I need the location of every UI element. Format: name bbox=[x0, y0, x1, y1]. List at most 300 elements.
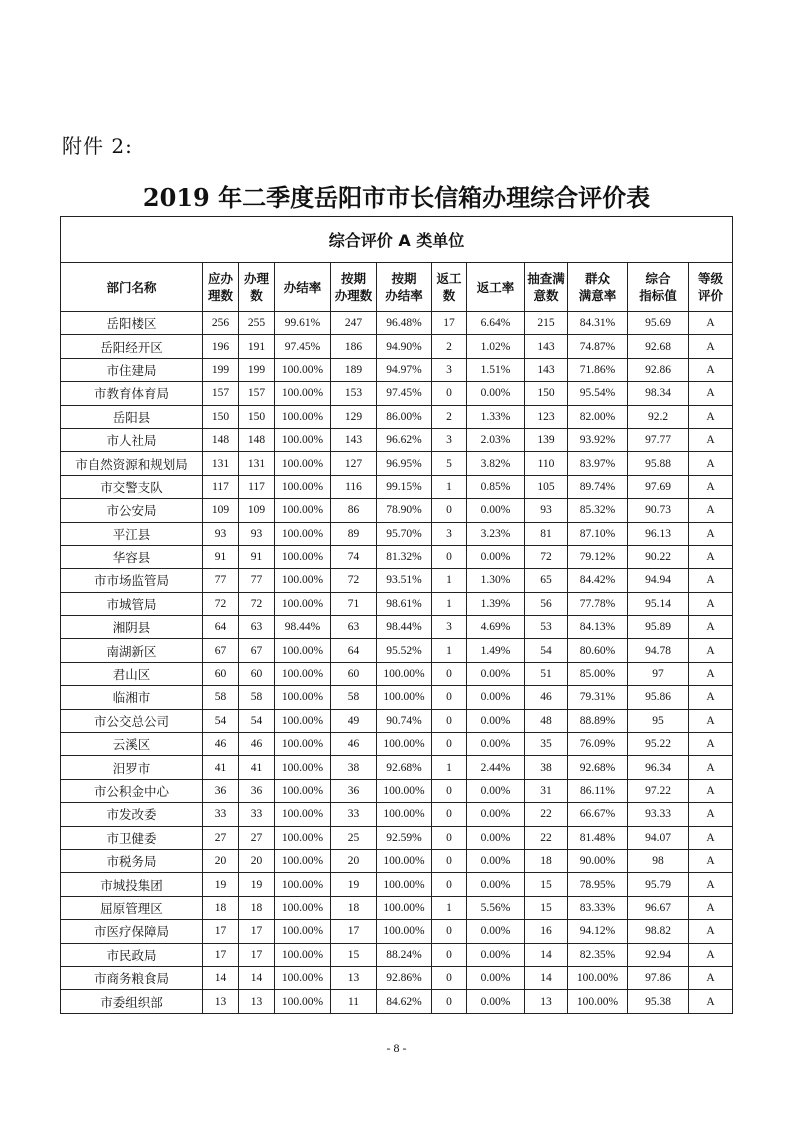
cell-ontime-rate: 100.00% bbox=[377, 849, 432, 872]
cell-grade: A bbox=[689, 756, 733, 779]
cell-due: 36 bbox=[203, 779, 239, 802]
cell-composite-index: 95.79 bbox=[628, 873, 689, 896]
cell-ontime-handled: 189 bbox=[331, 358, 377, 381]
cell-ontime-handled: 153 bbox=[331, 382, 377, 405]
cell-ontime-rate: 97.45% bbox=[377, 382, 432, 405]
cell-completion-rate: 100.00% bbox=[275, 943, 331, 966]
cell-satisfaction-rate: 86.11% bbox=[568, 779, 628, 802]
cell-rework-count: 2 bbox=[432, 405, 467, 428]
cell-sampled-satisfied: 14 bbox=[525, 943, 568, 966]
cell-composite-index: 94.94 bbox=[628, 569, 689, 592]
header-col-due bbox=[203, 263, 239, 312]
cell-ontime-rate: 96.95% bbox=[377, 452, 432, 475]
cell-rework-count: 1 bbox=[432, 756, 467, 779]
cell-handled: 72 bbox=[239, 592, 275, 615]
cell-grade: A bbox=[689, 358, 733, 381]
cell-department: 岳阳楼区 bbox=[61, 312, 203, 335]
header-col-handled bbox=[239, 263, 275, 312]
cell-ontime-rate: 88.24% bbox=[377, 943, 432, 966]
cell-due: 17 bbox=[203, 920, 239, 943]
cell-ontime-handled: 46 bbox=[331, 733, 377, 756]
cell-rework-rate: 0.00% bbox=[467, 990, 525, 1013]
cell-completion-rate: 100.00% bbox=[275, 873, 331, 896]
cell-completion-rate: 97.45% bbox=[275, 335, 331, 358]
table-row bbox=[61, 358, 733, 381]
cell-satisfaction-rate: 92.68% bbox=[568, 756, 628, 779]
cell-completion-rate: 100.00% bbox=[275, 522, 331, 545]
cell-composite-index: 97.69 bbox=[628, 475, 689, 498]
cell-completion-rate: 100.00% bbox=[275, 358, 331, 381]
cell-handled: 19 bbox=[239, 873, 275, 896]
cell-rework-count: 1 bbox=[432, 475, 467, 498]
cell-composite-index: 97.86 bbox=[628, 966, 689, 989]
cell-sampled-satisfied: 46 bbox=[525, 686, 568, 709]
cell-department: 市卫健委 bbox=[61, 826, 203, 849]
cell-satisfaction-rate: 85.32% bbox=[568, 499, 628, 522]
cell-handled: 117 bbox=[239, 475, 275, 498]
cell-completion-rate: 100.00% bbox=[275, 826, 331, 849]
cell-due: 54 bbox=[203, 709, 239, 732]
cell-department: 市公积金中心 bbox=[61, 779, 203, 802]
cell-rework-rate: 0.00% bbox=[467, 382, 525, 405]
cell-due: 77 bbox=[203, 569, 239, 592]
header-line2: 办理数 bbox=[334, 288, 373, 303]
cell-grade: A bbox=[689, 522, 733, 545]
cell-ontime-handled: 116 bbox=[331, 475, 377, 498]
cell-rework-count: 0 bbox=[432, 779, 467, 802]
cell-ontime-handled: 71 bbox=[331, 592, 377, 615]
cell-sampled-satisfied: 15 bbox=[525, 873, 568, 896]
cell-rework-count: 0 bbox=[432, 966, 467, 989]
cell-grade: A bbox=[689, 733, 733, 756]
header-line2: 意数 bbox=[533, 288, 559, 303]
cell-ontime-handled: 63 bbox=[331, 616, 377, 639]
cell-department: 汨罗市 bbox=[61, 756, 203, 779]
cell-ontime-handled: 129 bbox=[331, 405, 377, 428]
cell-satisfaction-rate: 66.67% bbox=[568, 803, 628, 826]
cell-completion-rate: 100.00% bbox=[275, 849, 331, 872]
cell-department: 市城管局 bbox=[61, 592, 203, 615]
cell-ontime-handled: 186 bbox=[331, 335, 377, 358]
cell-ontime-handled: 19 bbox=[331, 873, 377, 896]
cell-rework-rate: 2.03% bbox=[467, 428, 525, 451]
cell-completion-rate: 100.00% bbox=[275, 499, 331, 522]
cell-ontime-handled: 17 bbox=[331, 920, 377, 943]
page-number: - 8 - bbox=[386, 1041, 407, 1055]
cell-rework-rate: 0.00% bbox=[467, 686, 525, 709]
cell-sampled-satisfied: 16 bbox=[525, 920, 568, 943]
cell-completion-rate: 100.00% bbox=[275, 990, 331, 1013]
header-col-satisfaction-rate bbox=[568, 263, 628, 312]
cell-handled: 109 bbox=[239, 499, 275, 522]
cell-ontime-handled: 36 bbox=[331, 779, 377, 802]
cell-department: 南湖新区 bbox=[61, 639, 203, 662]
header-line1: 返工 bbox=[436, 271, 462, 286]
cell-due: 256 bbox=[203, 312, 239, 335]
cell-composite-index: 96.34 bbox=[628, 756, 689, 779]
cell-ontime-rate: 100.00% bbox=[377, 803, 432, 826]
cell-satisfaction-rate: 74.87% bbox=[568, 335, 628, 358]
cell-ontime-handled: 74 bbox=[331, 545, 377, 568]
cell-ontime-rate: 100.00% bbox=[377, 662, 432, 685]
cell-rework-rate: 6.64% bbox=[467, 312, 525, 335]
cell-composite-index: 95.38 bbox=[628, 990, 689, 1013]
cell-rework-count: 0 bbox=[432, 545, 467, 568]
cell-department: 市医疗保障局 bbox=[61, 920, 203, 943]
cell-handled: 148 bbox=[239, 428, 275, 451]
table-row bbox=[61, 966, 733, 989]
cell-due: 18 bbox=[203, 896, 239, 919]
cell-due: 109 bbox=[203, 499, 239, 522]
cell-department: 市人社局 bbox=[61, 428, 203, 451]
cell-satisfaction-rate: 76.09% bbox=[568, 733, 628, 756]
cell-ontime-rate: 98.61% bbox=[377, 592, 432, 615]
cell-due: 196 bbox=[203, 335, 239, 358]
cell-grade: A bbox=[689, 943, 733, 966]
cell-handled: 36 bbox=[239, 779, 275, 802]
cell-department: 市公交总公司 bbox=[61, 709, 203, 732]
cell-rework-count: 0 bbox=[432, 990, 467, 1013]
cell-completion-rate: 100.00% bbox=[275, 803, 331, 826]
cell-handled: 14 bbox=[239, 966, 275, 989]
cell-sampled-satisfied: 72 bbox=[525, 545, 568, 568]
cell-rework-rate: 0.00% bbox=[467, 803, 525, 826]
cell-ontime-rate: 81.32% bbox=[377, 545, 432, 568]
cell-due: 199 bbox=[203, 358, 239, 381]
cell-sampled-satisfied: 53 bbox=[525, 616, 568, 639]
cell-sampled-satisfied: 15 bbox=[525, 896, 568, 919]
cell-department: 市城投集团 bbox=[61, 873, 203, 896]
cell-handled: 17 bbox=[239, 943, 275, 966]
cell-handled: 63 bbox=[239, 616, 275, 639]
cell-handled: 157 bbox=[239, 382, 275, 405]
header-line1: 办理 bbox=[243, 271, 269, 286]
cell-completion-rate: 100.00% bbox=[275, 686, 331, 709]
cell-rework-count: 0 bbox=[432, 499, 467, 522]
cell-composite-index: 94.07 bbox=[628, 826, 689, 849]
table-row bbox=[61, 522, 733, 545]
cell-due: 67 bbox=[203, 639, 239, 662]
cell-composite-index: 92.94 bbox=[628, 943, 689, 966]
cell-handled: 27 bbox=[239, 826, 275, 849]
header-line1: 部门名称 bbox=[106, 279, 157, 295]
cell-satisfaction-rate: 79.31% bbox=[568, 686, 628, 709]
cell-sampled-satisfied: 48 bbox=[525, 709, 568, 732]
cell-rework-count: 17 bbox=[432, 312, 467, 335]
cell-department: 市委组织部 bbox=[61, 990, 203, 1013]
cell-sampled-satisfied: 110 bbox=[525, 452, 568, 475]
cell-rework-count: 0 bbox=[432, 826, 467, 849]
cell-ontime-rate: 100.00% bbox=[377, 896, 432, 919]
cell-completion-rate: 100.00% bbox=[275, 428, 331, 451]
cell-ontime-rate: 90.74% bbox=[377, 709, 432, 732]
cell-rework-count: 0 bbox=[432, 733, 467, 756]
cell-due: 41 bbox=[203, 756, 239, 779]
cell-composite-index: 90.73 bbox=[628, 499, 689, 522]
cell-due: 13 bbox=[203, 990, 239, 1013]
cell-due: 148 bbox=[203, 428, 239, 451]
cell-sampled-satisfied: 22 bbox=[525, 826, 568, 849]
cell-due: 150 bbox=[203, 405, 239, 428]
cell-due: 131 bbox=[203, 452, 239, 475]
table-row bbox=[61, 405, 733, 428]
cell-due: 117 bbox=[203, 475, 239, 498]
cell-composite-index: 98.34 bbox=[628, 382, 689, 405]
cell-composite-index: 97 bbox=[628, 662, 689, 685]
header-line1: 按期 bbox=[391, 271, 417, 286]
cell-composite-index: 92.2 bbox=[628, 405, 689, 428]
cell-sampled-satisfied: 13 bbox=[525, 990, 568, 1013]
table-row bbox=[61, 312, 733, 335]
cell-composite-index: 93.33 bbox=[628, 803, 689, 826]
cell-department: 市自然资源和规划局 bbox=[61, 452, 203, 475]
cell-due: 64 bbox=[203, 616, 239, 639]
cell-satisfaction-rate: 100.00% bbox=[568, 966, 628, 989]
cell-handled: 13 bbox=[239, 990, 275, 1013]
cell-completion-rate: 98.44% bbox=[275, 616, 331, 639]
cell-due: 20 bbox=[203, 849, 239, 872]
cell-completion-rate: 100.00% bbox=[275, 756, 331, 779]
cell-grade: A bbox=[689, 966, 733, 989]
cell-sampled-satisfied: 143 bbox=[525, 358, 568, 381]
cell-grade: A bbox=[689, 499, 733, 522]
cell-composite-index: 95 bbox=[628, 709, 689, 732]
cell-composite-index: 95.86 bbox=[628, 686, 689, 709]
cell-composite-index: 95.22 bbox=[628, 733, 689, 756]
cell-ontime-rate: 92.86% bbox=[377, 966, 432, 989]
cell-ontime-rate: 94.90% bbox=[377, 335, 432, 358]
header-col-ontime-rate bbox=[377, 263, 432, 312]
cell-rework-count: 1 bbox=[432, 592, 467, 615]
table-row bbox=[61, 803, 733, 826]
cell-rework-count: 0 bbox=[432, 873, 467, 896]
table-row bbox=[61, 779, 733, 802]
header-line2: 办结率 bbox=[385, 288, 423, 303]
cell-handled: 60 bbox=[239, 662, 275, 685]
table-row bbox=[61, 569, 733, 592]
cell-department: 市住建局 bbox=[61, 358, 203, 381]
cell-department: 市交警支队 bbox=[61, 475, 203, 498]
cell-handled: 46 bbox=[239, 733, 275, 756]
header-col-sampled-satisfied bbox=[525, 263, 568, 312]
cell-grade: A bbox=[689, 896, 733, 919]
cell-ontime-rate: 78.90% bbox=[377, 499, 432, 522]
cell-satisfaction-rate: 78.95% bbox=[568, 873, 628, 896]
cell-ontime-rate: 84.62% bbox=[377, 990, 432, 1013]
cell-grade: A bbox=[689, 569, 733, 592]
cell-handled: 58 bbox=[239, 686, 275, 709]
cell-rework-rate: 5.56% bbox=[467, 896, 525, 919]
cell-rework-count: 1 bbox=[432, 639, 467, 662]
cell-grade: A bbox=[689, 849, 733, 872]
document-title: 2019 年二季度岳阳市市长信箱办理综合评价表 bbox=[142, 183, 651, 212]
cell-ontime-rate: 93.51% bbox=[377, 569, 432, 592]
header-line1: 应办 bbox=[207, 271, 233, 286]
section-title: 综合评价 A 类单位 bbox=[61, 217, 733, 263]
cell-composite-index: 97.22 bbox=[628, 779, 689, 802]
cell-ontime-handled: 72 bbox=[331, 569, 377, 592]
cell-handled: 191 bbox=[239, 335, 275, 358]
cell-department: 平江县 bbox=[61, 522, 203, 545]
cell-rework-count: 3 bbox=[432, 428, 467, 451]
cell-rework-count: 0 bbox=[432, 803, 467, 826]
cell-rework-rate: 0.00% bbox=[467, 545, 525, 568]
cell-due: 19 bbox=[203, 873, 239, 896]
table-row bbox=[61, 452, 733, 475]
table-row bbox=[61, 826, 733, 849]
header-col-completion-rate bbox=[275, 263, 331, 312]
table-row bbox=[61, 499, 733, 522]
cell-composite-index: 96.67 bbox=[628, 896, 689, 919]
cell-sampled-satisfied: 51 bbox=[525, 662, 568, 685]
cell-rework-rate: 0.00% bbox=[467, 966, 525, 989]
cell-handled: 77 bbox=[239, 569, 275, 592]
cell-completion-rate: 100.00% bbox=[275, 733, 331, 756]
cell-rework-rate: 1.30% bbox=[467, 569, 525, 592]
cell-composite-index: 98 bbox=[628, 849, 689, 872]
cell-ontime-handled: 49 bbox=[331, 709, 377, 732]
header-col-composite-index bbox=[628, 263, 689, 312]
cell-satisfaction-rate: 100.00% bbox=[568, 990, 628, 1013]
cell-satisfaction-rate: 71.86% bbox=[568, 358, 628, 381]
table-row bbox=[61, 756, 733, 779]
cell-due: 93 bbox=[203, 522, 239, 545]
cell-grade: A bbox=[689, 779, 733, 802]
cell-sampled-satisfied: 143 bbox=[525, 335, 568, 358]
cell-rework-rate: 0.00% bbox=[467, 709, 525, 732]
table-row bbox=[61, 639, 733, 662]
cell-handled: 131 bbox=[239, 452, 275, 475]
cell-satisfaction-rate: 88.89% bbox=[568, 709, 628, 732]
cell-composite-index: 95.14 bbox=[628, 592, 689, 615]
cell-ontime-handled: 13 bbox=[331, 966, 377, 989]
cell-sampled-satisfied: 139 bbox=[525, 428, 568, 451]
cell-handled: 18 bbox=[239, 896, 275, 919]
cell-handled: 20 bbox=[239, 849, 275, 872]
cell-completion-rate: 100.00% bbox=[275, 896, 331, 919]
cell-ontime-handled: 11 bbox=[331, 990, 377, 1013]
header-col-ontime-handled bbox=[331, 263, 377, 312]
cell-completion-rate: 100.00% bbox=[275, 592, 331, 615]
header-line1: 按期 bbox=[340, 271, 366, 286]
table-row bbox=[61, 616, 733, 639]
table-row bbox=[61, 943, 733, 966]
header-line1: 群众 bbox=[584, 271, 610, 286]
header-col-grade bbox=[689, 263, 733, 312]
cell-handled: 41 bbox=[239, 756, 275, 779]
cell-satisfaction-rate: 84.42% bbox=[568, 569, 628, 592]
cell-grade: A bbox=[689, 826, 733, 849]
cell-sampled-satisfied: 81 bbox=[525, 522, 568, 545]
cell-rework-rate: 1.49% bbox=[467, 639, 525, 662]
cell-completion-rate: 100.00% bbox=[275, 779, 331, 802]
cell-rework-rate: 0.00% bbox=[467, 873, 525, 896]
cell-sampled-satisfied: 35 bbox=[525, 733, 568, 756]
cell-grade: A bbox=[689, 475, 733, 498]
attachment-label: 附件 2: bbox=[62, 134, 133, 158]
header-line2: 满意率 bbox=[578, 288, 617, 303]
cell-handled: 255 bbox=[239, 312, 275, 335]
cell-ontime-rate: 99.15% bbox=[377, 475, 432, 498]
cell-department: 岳阳县 bbox=[61, 405, 203, 428]
cell-rework-rate: 0.00% bbox=[467, 499, 525, 522]
cell-sampled-satisfied: 38 bbox=[525, 756, 568, 779]
cell-composite-index: 95.88 bbox=[628, 452, 689, 475]
cell-department: 市市场监管局 bbox=[61, 569, 203, 592]
cell-completion-rate: 99.61% bbox=[275, 312, 331, 335]
cell-sampled-satisfied: 150 bbox=[525, 382, 568, 405]
cell-sampled-satisfied: 56 bbox=[525, 592, 568, 615]
cell-ontime-handled: 143 bbox=[331, 428, 377, 451]
cell-satisfaction-rate: 93.92% bbox=[568, 428, 628, 451]
cell-rework-rate: 0.00% bbox=[467, 662, 525, 685]
cell-department: 屈原管理区 bbox=[61, 896, 203, 919]
cell-composite-index: 98.82 bbox=[628, 920, 689, 943]
cell-due: 14 bbox=[203, 966, 239, 989]
cell-composite-index: 92.86 bbox=[628, 358, 689, 381]
cell-ontime-handled: 18 bbox=[331, 896, 377, 919]
cell-completion-rate: 100.00% bbox=[275, 966, 331, 989]
cell-ontime-handled: 25 bbox=[331, 826, 377, 849]
cell-grade: A bbox=[689, 545, 733, 568]
cell-rework-count: 0 bbox=[432, 920, 467, 943]
cell-rework-rate: 3.82% bbox=[467, 452, 525, 475]
table-row bbox=[61, 428, 733, 451]
cell-grade: A bbox=[689, 428, 733, 451]
cell-grade: A bbox=[689, 335, 733, 358]
cell-rework-count: 3 bbox=[432, 616, 467, 639]
cell-ontime-handled: 247 bbox=[331, 312, 377, 335]
cell-handled: 17 bbox=[239, 920, 275, 943]
cell-department: 临湘市 bbox=[61, 686, 203, 709]
cell-department: 市税务局 bbox=[61, 849, 203, 872]
cell-handled: 54 bbox=[239, 709, 275, 732]
header-line1: 等级 bbox=[698, 271, 724, 286]
cell-sampled-satisfied: 14 bbox=[525, 966, 568, 989]
cell-grade: A bbox=[689, 616, 733, 639]
header-col-rework-rate bbox=[467, 263, 525, 312]
cell-handled: 67 bbox=[239, 639, 275, 662]
cell-completion-rate: 100.00% bbox=[275, 545, 331, 568]
cell-ontime-handled: 20 bbox=[331, 849, 377, 872]
cell-ontime-rate: 98.44% bbox=[377, 616, 432, 639]
cell-rework-count: 1 bbox=[432, 896, 467, 919]
cell-ontime-rate: 100.00% bbox=[377, 873, 432, 896]
cell-satisfaction-rate: 94.12% bbox=[568, 920, 628, 943]
cell-due: 91 bbox=[203, 545, 239, 568]
cell-satisfaction-rate: 81.48% bbox=[568, 826, 628, 849]
cell-ontime-rate: 95.70% bbox=[377, 522, 432, 545]
header-col-department bbox=[61, 263, 203, 312]
cell-sampled-satisfied: 65 bbox=[525, 569, 568, 592]
cell-grade: A bbox=[689, 686, 733, 709]
header-line1: 返工率 bbox=[476, 279, 515, 295]
cell-ontime-rate: 100.00% bbox=[377, 733, 432, 756]
cell-composite-index: 95.89 bbox=[628, 616, 689, 639]
cell-completion-rate: 100.00% bbox=[275, 709, 331, 732]
table-row bbox=[61, 335, 733, 358]
cell-sampled-satisfied: 22 bbox=[525, 803, 568, 826]
cell-grade: A bbox=[689, 990, 733, 1013]
cell-satisfaction-rate: 83.33% bbox=[568, 896, 628, 919]
cell-rework-rate: 1.33% bbox=[467, 405, 525, 428]
cell-completion-rate: 100.00% bbox=[275, 662, 331, 685]
cell-composite-index: 94.78 bbox=[628, 639, 689, 662]
table-body bbox=[61, 312, 733, 1014]
cell-completion-rate: 100.00% bbox=[275, 569, 331, 592]
cell-grade: A bbox=[689, 803, 733, 826]
table-row bbox=[61, 896, 733, 919]
